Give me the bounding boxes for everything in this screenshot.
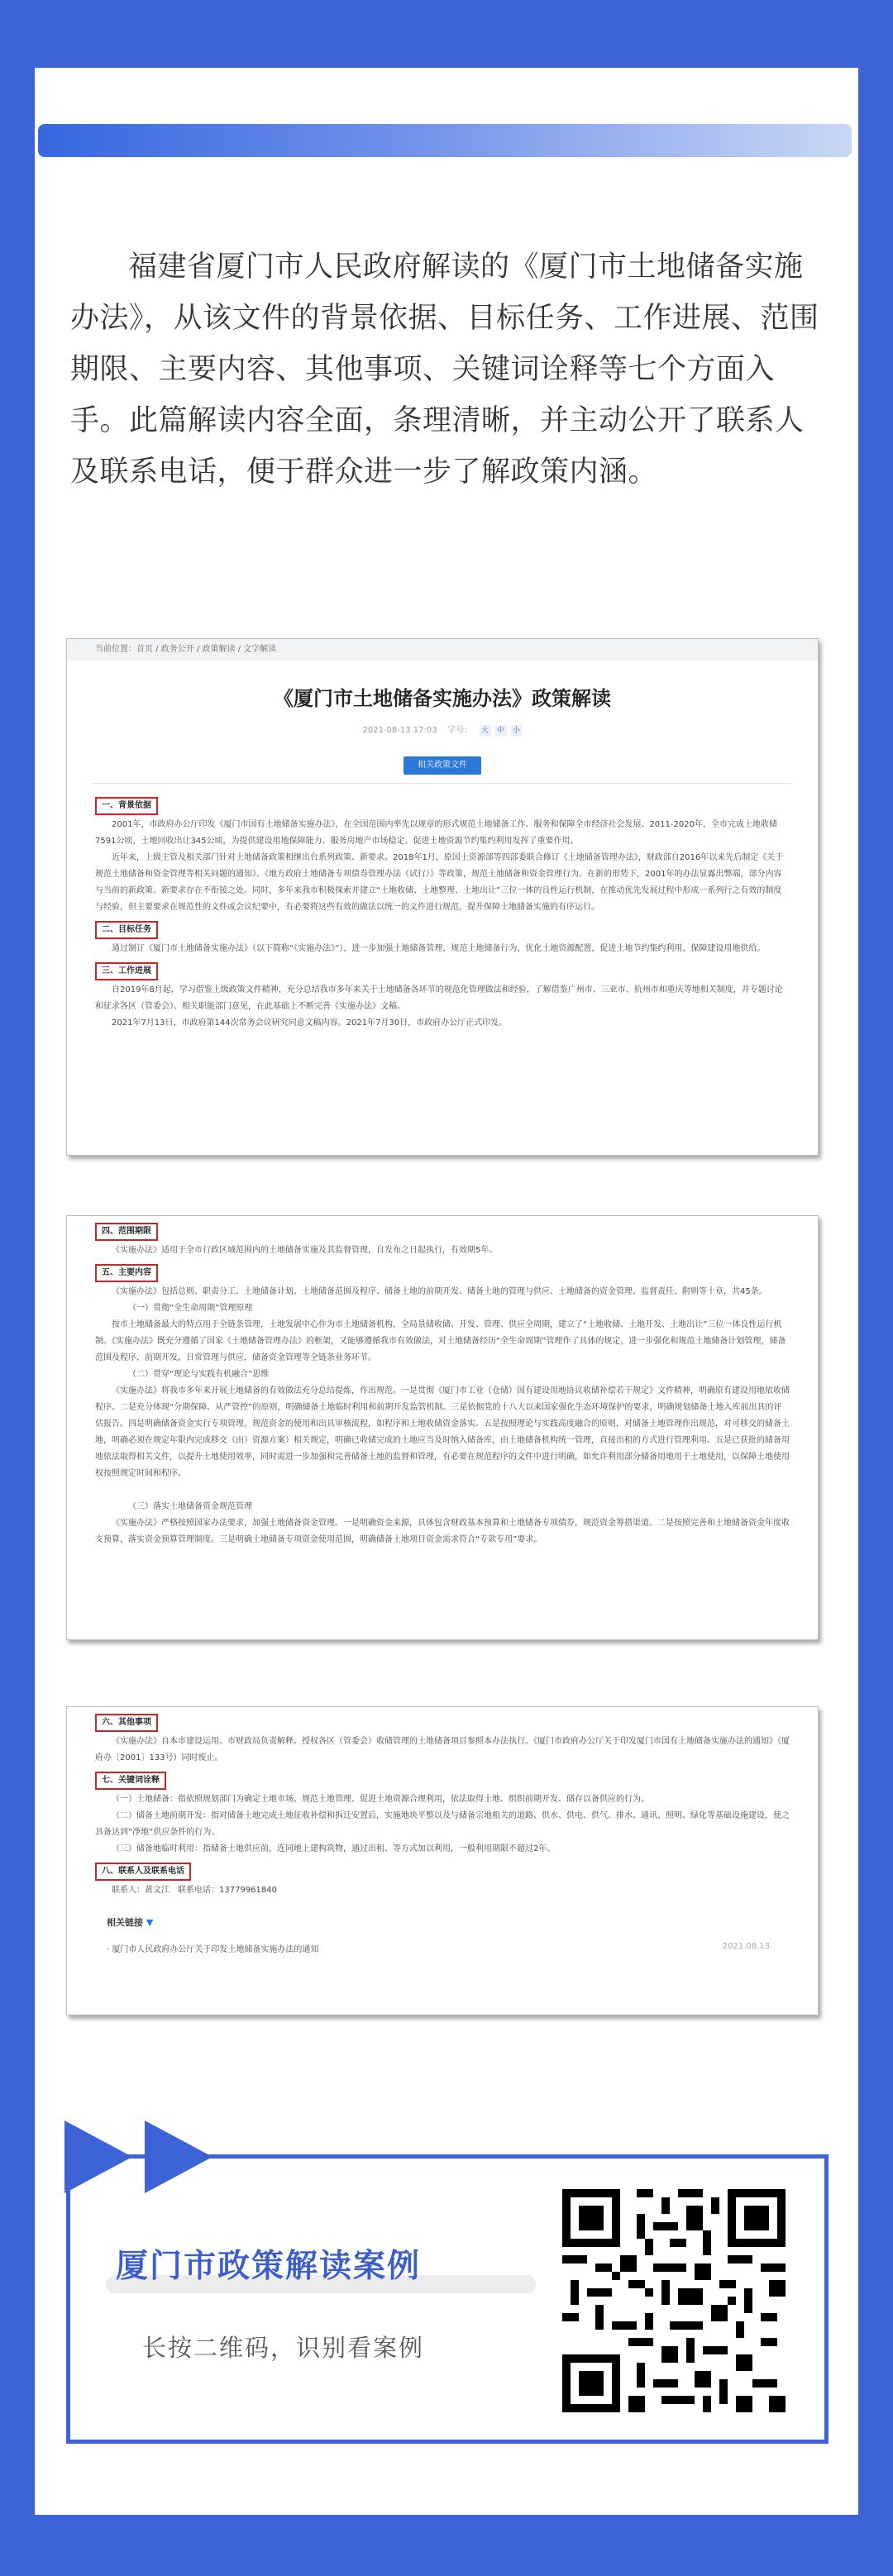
- section-heading-goals: 二、目标任务: [95, 921, 158, 939]
- related-link[interactable]: · 厦门市人民政府办公厅关于印发土地储备实施办法的通知: [107, 1945, 319, 1954]
- paragraph: 2021年7月13日，市政府第144次常务会议研究同意文稿内容。2021年7月30日，市政府办公厅正式印发。: [112, 1018, 508, 1028]
- card-subtitle: 长按二维码，识别看案例: [142, 2334, 425, 2362]
- contact-info: 联系人：黄文江 联系电话：13779961840: [112, 1886, 277, 1895]
- font-large-button[interactable]: 大: [480, 725, 491, 737]
- related-policy-button[interactable]: 相关政策文件: [404, 756, 481, 775]
- section-heading-progress: 三、工作进展: [95, 962, 158, 980]
- document-screenshot-1: [66, 638, 819, 1156]
- font-size-label: 字号：: [447, 726, 473, 735]
- subheading: （二）贯穿“理论与实践有机融合”思维: [128, 1370, 270, 1379]
- section-heading-other: 六、其他事项: [95, 1714, 158, 1732]
- paragraph: 《实施办法》严格按照国家办法要求，加强土地储备资金管理。一是明确资金来源，具体包含财政基本预算和土地储备专项债券，规范资金筹措渠道。二是按照完善和土地储备资金年度收支预算，落实资金预算管理制度。三是明确土地储备专项资金使用范围，明确储备土地项目资金需求符合“专款专用”要求。: [95, 1519, 790, 1544]
- paragraph: （一）土地储备：指依照规划部门为确定土地市场、规范土地管理、促进土地资源合理利用，依法取得土地、组织前期开发、储存以备供应的行为。: [112, 1795, 649, 1804]
- page-title: 《厦门市土地储备实施办法》政策解读: [274, 686, 611, 710]
- triangle-arrow-icon: [145, 2120, 213, 2193]
- section-heading-keywords: 七、关键词诠释: [95, 1772, 166, 1790]
- breadcrumb: 当前位置：首页 / 政务公开 / 政策解读 / 文字解读: [67, 639, 818, 661]
- subheading: （三）落实土地储备资金规范管理: [128, 1502, 252, 1511]
- article-meta: [67, 723, 818, 737]
- publish-date: 2021-08-13 17:03: [362, 726, 437, 735]
- related-links-heading: 相关链接 ▼: [107, 1917, 154, 1928]
- card-title: 厦门市政策解读案例: [116, 2247, 422, 2285]
- paragraph: 按市土地储备最大的特点用于全链条管理，土地发展中心作为市土地储备机构，全局景储收储、开发、管理、供应全周期，建立了“土地收储、土地开发、土地出让”三位一体良性运行机制。《实施办法》既充分遵循了国家《土地储备管理办法》的框架，又能够遵循我市有效做法，对土地储备经历“全生命周期”管理作了具体的规定，进一步强化和规范土地储备计划管理，储备范围及程序，前期开发，日常管理与供应，储备资金管理等全链条业务环节。: [95, 1320, 786, 1362]
- paragraph: 自2019年8月起，学习借鉴上级政策文件精神，充分总结我市多年来关于土地储备各环节的规范化管理做法和经验，了解借鉴广州市、三亚市、杭州市和重庆等地相关制度，并专题讨论和征求各区（管委会）、相关职能部门意见，在此基础上不断完善《实施办法》文稿。: [95, 985, 783, 1011]
- paragraph: 《实施办法》适用于全市行政区域范围内的土地储备实施及其监督管理，自发布之日起执行，有效期5年。: [112, 1246, 498, 1255]
- divider: [92, 783, 793, 784]
- section-heading-background: 一、背景依据: [95, 797, 158, 815]
- caret-down-icon[interactable]: ▼: [146, 1917, 154, 1928]
- paragraph: 通过制订《厦门市土地储备实施办法》（以下简称“《实施办法》”），进一步加强土地储备管理，规范土地储备行为，优化土地资源配置，促进土地节约集约利用，保障建设用地供给。: [112, 944, 766, 953]
- paragraph: （二）储备土地前期开发：指对储备土地完成土地征收补偿和拆迁安置后，实施地块平整以及与储备宗地相关的道路、供水、供电、供气、排水、通讯、照明、绿化等基础设施建设，使之具备达到“净地”供应条件的行为。: [95, 1811, 790, 1837]
- triangle-arrow-icon: [64, 2120, 132, 2193]
- paragraph: 近年来，上级主管及相关部门针对土地储备政策相继出台系列政策、新要求。2018年1月，原国土资源部等四部委联合修订《土地储备管理办法》，财政部自2016年以来先后制定《关于规范土地储备和资金管理等相关问题的通知》、《地方政府土地储备专项债券管理办法（试行）》等政策，规范土地储备和资金管理行为。在新的形势下，2001年的办法显露出弊端，部分内容与当前的新政策、新要求存在不衔接之处。同时，多年来我市积极探索并建立“土地收储、土地整理、土地出让”三位一体的良性运行机制，在推动优先发展过程中形成一系列行之有效的制度与经验，但主要要求在规范性的文件或会议纪要中，有必要将这些有效的做法以统一的文件进行规范，提升保障土地储备实施的有序运行。: [95, 853, 784, 912]
- paragraph: 《实施办法》将我市多年来开展土地储备的有效做法充分总结提炼，作出规范。一是贯彻《厦门市工业（仓储）国有建设用地协议收储补偿若干规定》文件精神，明确原有建设用地依收储程序。二是充分体现“分期保障、从严管控”的原则，明确储备土地临时利用和前期开发监管机制。三是依据党的十八大以来国家强化生态环境保护的要求，明确规划储备土地入库前出具的评估报告。四是明确储备资金实行专项管理，规范资金的使用和出具审核流程，如程序和土地收储资金落实。五是按照理论与实践高度融合的原则，对储备土地管理作出规范，对可移交的储备土地，明确必须在规定年限内完成移交（由）资源方案）相关规定，明确已收储完成的土地应当及时纳入储备库，由土地储备机构统一管理，直接出租的方式进行管理利用。五是已获批的储备用地依法取得相关文件，以提升土地使用效率，同时需进一步加强和完善储备土地的监督和管理，有必要在规范程序的文件中进行明确，如允许利用部分储备用地用于土地使用，以保障土地使用权按照规定时间和程序。: [95, 1386, 790, 1478]
- header-bar: [38, 124, 852, 157]
- section-heading-contact: 八、联系人及联系电话: [95, 1863, 191, 1881]
- font-small-button[interactable]: 小: [511, 725, 523, 737]
- related-link-date: 2021.08.13: [722, 1942, 770, 1951]
- paragraph: 《实施办法》自本市建设运用、市财政局负责解释。授权各区（管委会）收储管理的土地储备项目参照本办法执行。《厦门市政府办公厅关于印发厦门市国有土地储备实施办法的通知》（厦府办〔2001〕133号）同时废止。: [95, 1737, 790, 1763]
- paragraph: 2001年，市政府办公厅印发《厦门市国有土地储备实施办法》，在全国范围内率先以规章的形式规范土地储备工作。服务和保障全市经济社会发展。2011-2020年，全市完成土地收储7591公顷，土地回收出让345公顷，为提供建设用地保障能力、服务房地产市场稳定、促进土地资源节约集约利用发挥了重要作用。: [95, 820, 777, 846]
- qr-code-icon[interactable]: [562, 2189, 786, 2412]
- document-screenshot-3: [66, 1706, 819, 2015]
- font-medium-button[interactable]: 中: [495, 725, 507, 737]
- paragraph: （三）储备地临时利用：指储备土地供应前，连同地上建构筑物，通过出租、等方式加以利用，一般利用期限不超过2年。: [112, 1844, 556, 1853]
- section-heading-scope: 四、范围期限: [95, 1223, 158, 1241]
- section-heading-content: 五、主要内容: [95, 1264, 158, 1282]
- related-link-row[interactable]: [107, 1942, 770, 1954]
- intro-paragraph: 福建省厦门市人民政府解读的《厦门市土地储备实施办法》，从该文件的背景依据、目标任务、工作进展、范围期限、主要内容、其他事项、关键词诠释等七个方面入手。此篇解读内容全面，条理清晰，并主动公开了联系人及联系电话，便于群众进一步了解政策内涵。: [70, 250, 819, 489]
- document-screenshot-2: [66, 1215, 819, 1640]
- paragraph: 《实施办法》包括总则、职责分工、土地储备计划、土地储备范围及程序、储备土地的前期开发、储备土地的管理与供应、土地储备的资金管理、监督责任、附则等十章，共45条。: [112, 1287, 767, 1296]
- subheading: （一）贯彻“全生命周期”管理原理: [128, 1304, 253, 1313]
